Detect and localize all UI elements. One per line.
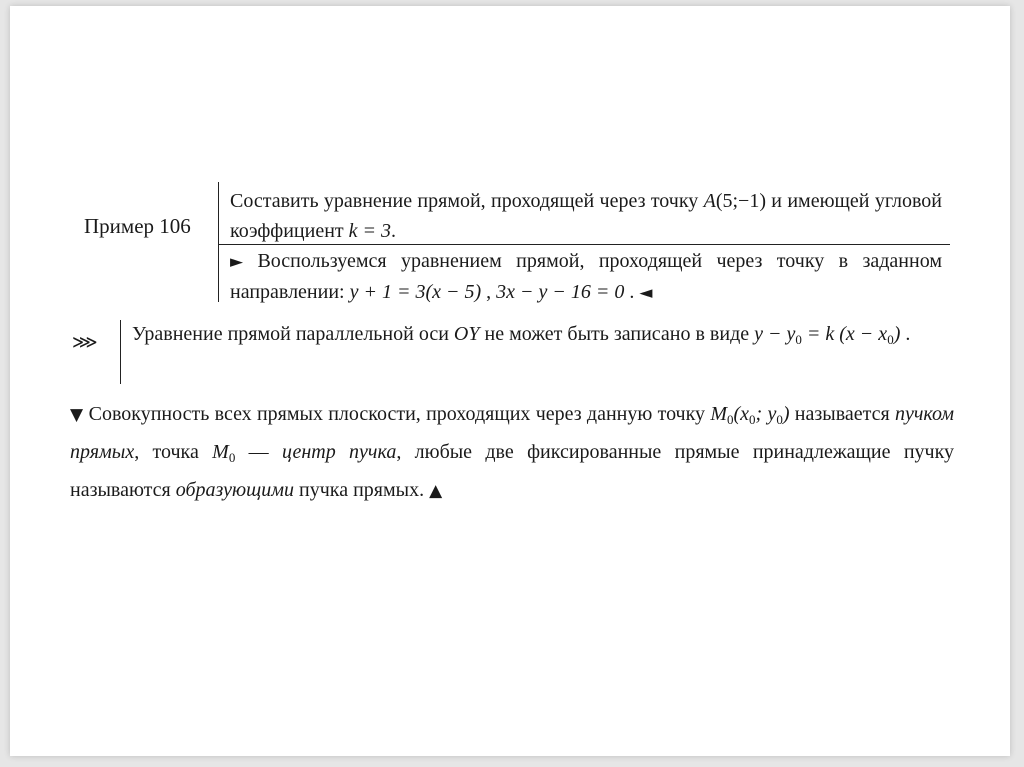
solution-equation-2: 3x − y − 16 = 0 bbox=[496, 281, 625, 303]
coords-open: (x bbox=[733, 403, 750, 425]
solution-end-triangle-icon: ◄ bbox=[639, 283, 653, 303]
solution-start-triangle-icon: ► bbox=[230, 252, 244, 272]
note-eq-y-sub: 0 bbox=[795, 332, 802, 347]
definition-point-m0-sub: 0 bbox=[727, 412, 734, 427]
note-equation bbox=[754, 323, 900, 345]
note-divider bbox=[120, 320, 121, 384]
center-point-m: M bbox=[212, 441, 229, 463]
definition-text-3: , точка bbox=[134, 441, 213, 463]
definition-point-m0: M bbox=[710, 403, 727, 425]
definition-text-4: , любые две фиксированные прямые принадлежащие пучку называются bbox=[70, 441, 955, 501]
note-eq-y: y − y bbox=[754, 323, 796, 345]
solution-separator: , bbox=[481, 281, 497, 303]
definition-text-5: пучка прямых. bbox=[294, 479, 430, 501]
definition-end-triangle-icon: ▲ bbox=[429, 481, 443, 501]
coords-sep: ; y bbox=[755, 403, 777, 425]
definition-coords bbox=[734, 403, 790, 425]
note-text bbox=[132, 319, 942, 355]
note-end: . bbox=[900, 323, 911, 345]
example-divider-vertical bbox=[218, 182, 219, 302]
solution-text-1: Воспользуемся уравнением прямой, проходящей через точку в заданном направлении: bbox=[230, 250, 942, 303]
note-chevrons-icon: ⋙ bbox=[72, 332, 93, 352]
coords-close: ) bbox=[782, 403, 790, 425]
note-eq-x-sub: 0 bbox=[887, 332, 894, 347]
point-name: A bbox=[703, 190, 716, 212]
definition-start-triangle-icon: ▼ bbox=[70, 405, 84, 425]
solution-equation-1: y + 1 = 3(x − 5) bbox=[349, 281, 482, 303]
slope-equation: k = 3 bbox=[348, 220, 392, 242]
problem-text-1: Составить уравнение прямой, проходящей через точку bbox=[230, 190, 704, 212]
term-generators: образующими bbox=[175, 479, 295, 501]
term-pencil-of-lines: пучком прямых bbox=[70, 403, 955, 463]
coords-x-sub: 0 bbox=[749, 412, 756, 427]
problem-text-2: и имеющей угловой коэффициент bbox=[230, 190, 942, 242]
note-eq-close: ) bbox=[893, 323, 901, 345]
coords-y-sub: 0 bbox=[776, 412, 783, 427]
note-text-1: Уравнение прямой параллельной оси bbox=[132, 323, 454, 345]
note-eq-mid: = k (x − x bbox=[801, 323, 888, 345]
example-problem bbox=[230, 186, 942, 246]
center-point-sub: 0 bbox=[228, 450, 236, 465]
solution-end: . bbox=[624, 281, 640, 303]
definition-dash: — bbox=[235, 441, 282, 463]
note-axis: OY bbox=[453, 323, 480, 345]
definition-text bbox=[70, 398, 954, 508]
term-pencil-center: центр пучка bbox=[281, 441, 397, 463]
example-label: Пример 106 bbox=[84, 214, 191, 238]
definition-text-1: Совокупность всех прямых плоскости, проходящих через данную точку bbox=[83, 403, 711, 425]
definition-text-2: называется bbox=[789, 403, 895, 425]
problem-end: . bbox=[391, 220, 397, 242]
example-solution bbox=[230, 246, 942, 308]
note-text-2: не может быть записано в виде bbox=[479, 323, 755, 345]
point-coords: (5;−1) bbox=[715, 190, 766, 212]
slide bbox=[10, 6, 1010, 756]
